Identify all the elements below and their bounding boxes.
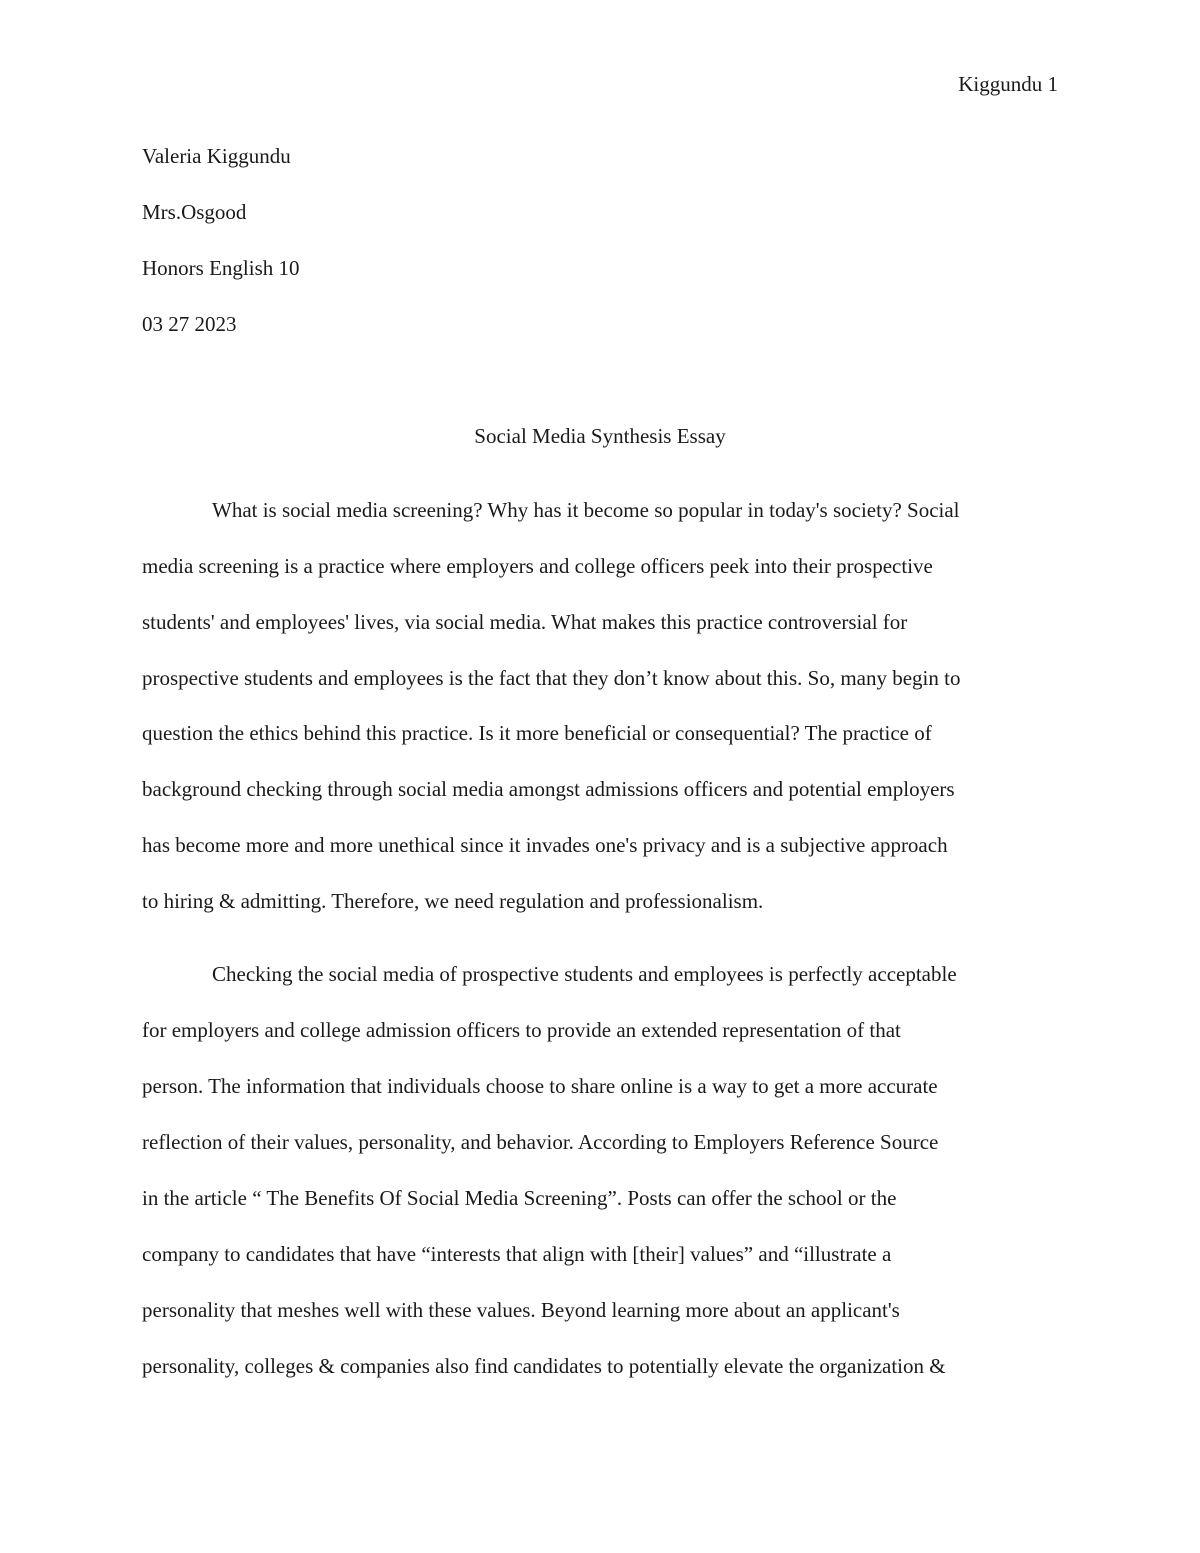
paragraph-1-line: prospective students and employees is the fact that they don’t know about this. So, many begin to xyxy=(142,666,961,690)
paragraph-2-line: personality that meshes well with these values. Beyond learning more about an applicant's xyxy=(142,1298,900,1322)
paragraph-2-line: for employers and college admission officers to provide an extended representation of that xyxy=(142,1018,901,1042)
paragraph-1-line: media screening is a practice where employers and college officers peek into their prospective xyxy=(142,554,933,578)
mla-heading xyxy=(142,142,300,366)
paragraph-1-line: question the ethics behind this practice. Is it more beneficial or consequential? The practice of xyxy=(142,721,932,745)
page-header-number: Kiggundu 1 xyxy=(958,72,1058,96)
paragraph-2-line: personality, colleges & companies also find candidates to potentially elevate the organization & xyxy=(142,1354,946,1378)
paragraph-1-line: background checking through social media amongst admissions officers and potential employers xyxy=(142,777,955,801)
paragraph-2-line: in the article “ The Benefits Of Social Media Screening”. Posts can offer the school or the xyxy=(142,1186,897,1210)
paragraph-2-line: Checking the social media of prospective students and employees is perfectly acceptable xyxy=(212,962,957,986)
paragraph-1-line: to hiring & admitting. Therefore, we need regulation and professionalism. xyxy=(142,889,764,913)
paragraph-1-line: What is social media screening? Why has it become so popular in today's society? Social xyxy=(212,498,960,522)
paragraph-1-line: students' and employees' lives, via social media. What makes this practice controversial for xyxy=(142,610,908,634)
paragraph-1-line: has become more and more unethical since it invades one's privacy and is a subjective approach xyxy=(142,833,948,857)
essay-title: Social Media Synthesis Essay xyxy=(474,424,726,448)
teacher-name: Mrs.Osgood xyxy=(142,200,247,224)
paragraph-2-line: reflection of their values, personality, and behavior. According to Employers Reference Source xyxy=(142,1130,939,1154)
course-name: Honors English 10 xyxy=(142,256,300,280)
essay-date: 03 27 2023 xyxy=(142,312,237,336)
paragraph-2-line: person. The information that individuals choose to share online is a way to get a more accurate xyxy=(142,1074,938,1098)
student-name: Valeria Kiggundu xyxy=(142,144,291,168)
paragraph-2-line: company to candidates that have “interests that align with [their] values” and “illustrate a xyxy=(142,1242,892,1266)
